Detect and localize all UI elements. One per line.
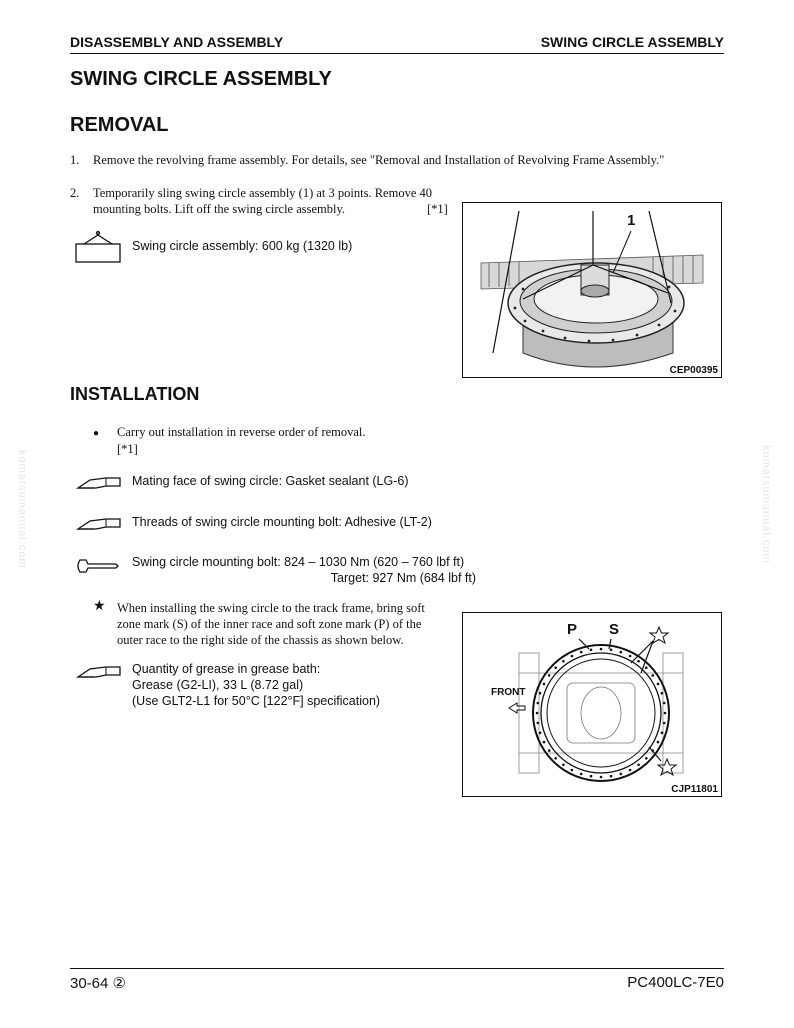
ring-bolt-dot [637,764,640,767]
star-note-line-2: zone mark (S) of the inner race and soft zone mark (P) of the [117,617,422,631]
ring-bolt-dot [661,692,664,695]
ring-bolt-dot [600,648,603,651]
adhesive-icon [76,515,122,533]
weight-note: Swing circle assembly: 600 kg (1320 lb) [132,239,353,253]
ring-bolt-dot [548,674,551,677]
label-s: S [609,621,620,638]
watermark-left: komatsumanual.com [16,450,28,569]
ring-bolt-dot [554,757,557,760]
ring-bolt-dot [637,660,640,663]
figure-2-code: CJP11801 [671,784,718,795]
header-section-title: DISASSEMBLY AND ASSEMBLY [70,34,284,50]
ring-bolt-dot [562,660,565,663]
torque-line-2: Target: 927 Nm (684 lbf ft) [330,571,476,585]
ring-bolt-dot [629,769,632,772]
ring-bolt-dot [536,712,539,715]
label-p: P [567,621,578,638]
ring-bolt-dot [663,702,666,705]
page-title: SWING CIRCLE ASSEMBLY [70,68,332,90]
sealant-note: Mating face of swing circle: Gasket sealant (LG-6) [132,474,409,488]
installation-heading: INSTALLATION [70,384,200,404]
ring-bolt-dot [590,775,593,778]
step-2-line-2: mounting bolts. Lift off the swing circle assembly. [93,202,346,216]
ring-bolt-dot [652,674,655,677]
ring-bolt-dot [620,651,623,654]
star-note-line-3: outer race to the right side of the chassis as shown below. [117,633,404,647]
install-bullet-text: Carry out installation in reverse order of removal. [117,425,366,439]
figure-1-callout: 1 [627,212,636,229]
ring-bolt-dot [548,749,551,752]
grease-line-1: Quantity of grease in grease bath: [132,662,321,676]
ring-bolt-dot [657,741,660,744]
figure-swing-circle-removal [462,202,722,378]
star-icon: ★ [93,597,106,613]
ring-bolt-dot [537,722,540,725]
ring-bolt-dot [571,769,574,772]
step-2-line-1: Temporarily sling swing circle assembly (1) at 3 points. Remove 40 [93,186,432,200]
label-front: FRONT [491,687,526,698]
swing-circle-illustration [463,203,721,377]
ring-bolt-dot [580,773,583,776]
ring-bolt-dot [571,655,574,658]
ring-bolt-dot [600,776,603,779]
weight-icon [74,230,122,264]
ring-bolt-dot [539,732,542,735]
ring-bolt-dot [645,666,648,669]
grease-line-3: (Use GLT2-L1 for 50°C [122°F] specification) [132,694,381,708]
header-rule [70,53,724,54]
step-1-number: 1. [70,153,80,167]
figure-soft-zone-marks [462,612,722,797]
footer-rule [70,968,724,969]
footer-page-number: 30-64 ② [70,975,126,992]
watermark-right: komatsumanual.com [760,445,772,564]
ring-bolt-dot [539,692,542,695]
figure-1-code: CEP00395 [669,365,718,376]
footer-model: PC400LC-7E0 [627,974,724,991]
torque-line-1: Swing circle mounting bolt: 824 – 1030 Nm (620 – 760 lbf ft) [132,555,465,569]
ring-bolt-dot [537,702,540,705]
ring-bolt-dot [554,666,557,669]
star-note-line-1: When installing the swing circle to the track frame, bring soft [117,601,425,615]
adhesive-note: Threads of swing circle mounting bolt: Adhesive (LT-2) [132,515,432,529]
ring-bolt-dot [661,732,664,735]
ring-bolt-dot [629,655,632,658]
soft-zone-diagram [463,613,721,796]
removal-heading: REMOVAL [70,114,169,136]
ring-bolt-dot [580,651,583,654]
bullet-dot: ● [93,428,100,439]
step-2-number: 2. [70,186,80,200]
ring-bolt-dot [610,649,613,652]
step-2-ref: [*1] [427,202,448,216]
header-page-topic: SWING CIRCLE ASSEMBLY [540,34,724,50]
ring-bolt-dot [610,775,613,778]
sealant-icon [76,474,122,492]
wrench-icon [76,556,120,576]
step-1-text: Remove the revolving frame assembly. For details, see "Removal and Installation of Revolving Frame Assembly." [93,153,665,167]
grease-icon [76,663,122,681]
ring-bolt-dot [590,649,593,652]
grease-line-2: Grease (G2-LI), 33 L (8.72 gal) [132,678,304,692]
ring-bolt-dot [664,712,667,715]
install-bullet-ref: [*1] [117,442,138,456]
ring-bolt-dot [620,773,623,776]
ring-bolt-dot [645,757,648,760]
ring-bolt-dot [663,722,666,725]
ring-bolt-dot [543,741,546,744]
ring-bolt-dot [543,683,546,686]
ring-bolt-dot [657,683,660,686]
ring-bolt-dot [562,764,565,767]
